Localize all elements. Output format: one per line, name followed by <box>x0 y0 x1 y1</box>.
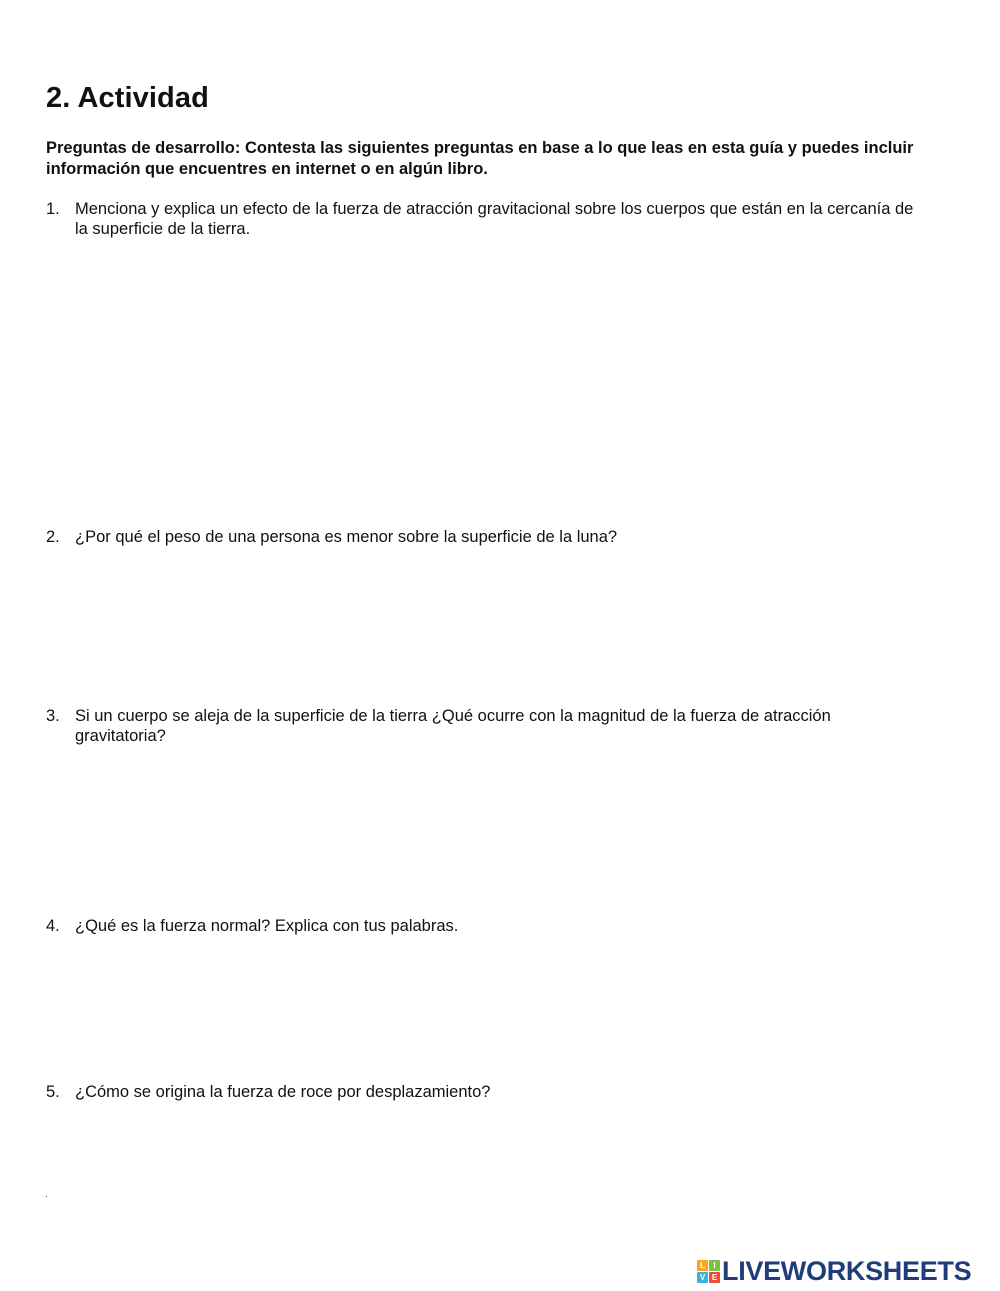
question-text: Si un cuerpo se aleja de la superficie de la tierra ¿Qué ocurre con la magnitud de la fuerza de atracción gravitatoria? <box>75 707 831 745</box>
question-2 <box>46 527 916 547</box>
question-5 <box>46 1082 916 1102</box>
instructions-text: Preguntas de desarrollo: Contesta las siguientes preguntas en base a lo que leas en esta guía y puedes incluir información que encuentres en internet o en algún libro. <box>46 139 914 178</box>
question-text: ¿Cómo se origina la fuerza de roce por desplazamiento? <box>75 1083 491 1101</box>
logo-mark-letter: E <box>709 1272 720 1283</box>
question-number: 1. <box>46 200 60 218</box>
question-text: ¿Por qué el peso de una persona es menor sobre la superficie de la luna? <box>75 528 618 546</box>
liveworksheets-logo <box>697 1257 971 1285</box>
logo-mark-letter: L <box>697 1260 708 1271</box>
question-4 <box>46 916 916 936</box>
question-number: 5. <box>46 1083 60 1101</box>
question-number: 3. <box>46 707 60 725</box>
activity-title: 2. Actividad <box>46 82 209 114</box>
stray-mark <box>46 1196 47 1197</box>
logo-mark-letter: I <box>709 1260 720 1271</box>
question-3 <box>46 706 916 746</box>
question-1 <box>46 199 916 239</box>
question-text: ¿Qué es la fuerza normal? Explica con tus palabras. <box>75 917 459 935</box>
logo-mark-letter: V <box>697 1272 708 1283</box>
question-text: Menciona y explica un efecto de la fuerza de atracción gravitacional sobre los cuerpos que están en la cercanía de la superficie de la tierra. <box>75 200 914 238</box>
question-number: 2. <box>46 528 60 546</box>
logo-text: LIVEWORKSHEETS <box>722 1256 972 1286</box>
logo-mark-icon <box>697 1260 720 1283</box>
question-number: 4. <box>46 917 60 935</box>
